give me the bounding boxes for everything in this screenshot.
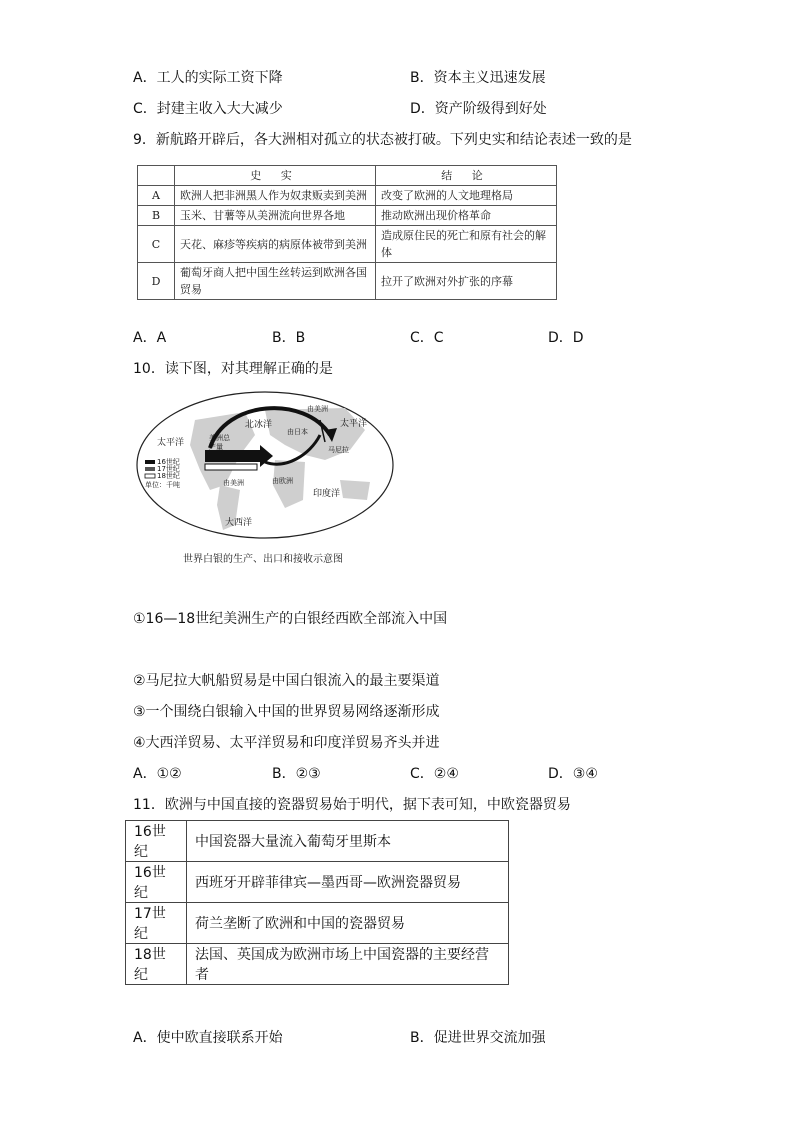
map-label-from-america-top: 由美洲 <box>307 405 328 413</box>
q11-stem: 11．欧洲与中国直接的瓷器贸易始于明代，据下表可知，中欧瓷器贸易 <box>133 797 571 813</box>
q8-option-c: C．封建主收入大大减少 <box>133 101 283 117</box>
table-row <box>138 186 557 206</box>
table-row <box>138 226 557 263</box>
row-label: A <box>138 186 175 206</box>
q10-statement-4: ④大西洋贸易、太平洋贸易和印度洋贸易齐头并进 <box>133 735 440 751</box>
header-conclusion: 结 论 <box>376 166 557 186</box>
row-conclusion: 改变了欧洲的人文地理格局 <box>376 186 557 206</box>
row-event: 法国、英国成为欧洲市场上中国瓷器的主要经营者 <box>187 944 509 985</box>
map-label-pacific-right: 太平洋 <box>340 419 368 429</box>
q11-option-a: A．使中欧直接联系开始 <box>133 1030 283 1046</box>
table-row <box>126 821 509 862</box>
map-label-indian: 印度洋 <box>313 489 341 499</box>
legend-17th: 17世纪 <box>157 465 180 473</box>
silver-map <box>135 390 395 570</box>
row-event: 西班牙开辟菲律宾—墨西哥—欧洲瓷器贸易 <box>187 862 509 903</box>
map-caption: 世界白银的生产、出口和接收示意图 <box>183 554 343 565</box>
q8-option-d: D．资产阶级得到好处 <box>410 101 547 117</box>
q10-option-d: D．③④ <box>548 766 598 782</box>
map-label-from-japan: 由日本 <box>287 428 308 436</box>
header-fact: 史 实 <box>175 166 376 186</box>
row-fact: 天花、麻疹等疾病的病原体被带到美洲 <box>175 226 376 263</box>
q9-stem: 9．新航路开辟后，各大洲相对孤立的状态被打破。下列史实和结论表述一致的是 <box>133 132 632 148</box>
map-label-atlantic: 大西洋 <box>225 518 253 528</box>
row-label: B <box>138 206 175 226</box>
row-label: C <box>138 226 175 263</box>
row-century: 17世纪 <box>126 903 187 944</box>
map-label-from-america-bottom: 由美洲 <box>223 479 244 487</box>
map-label-manila: 马尼拉 <box>328 446 349 454</box>
q10-stem: 10．读下图，对其理解正确的是 <box>133 361 333 377</box>
row-conclusion: 拉开了欧洲对外扩张的序幕 <box>376 263 557 300</box>
row-century: 16世纪 <box>126 821 187 862</box>
row-century: 16世纪 <box>126 862 187 903</box>
row-century: 18世纪 <box>126 944 187 985</box>
q9-option-c: C．C <box>410 330 444 346</box>
table-row <box>126 903 509 944</box>
table-row <box>126 862 509 903</box>
q10-statement-3: ③一个围绕白银输入中国的世界贸易网络逐渐形成 <box>133 704 440 720</box>
table-row <box>138 263 557 300</box>
row-fact: 玉米、甘薯等从美洲流向世界各地 <box>175 206 376 226</box>
table-header-row <box>138 166 557 186</box>
legend-18th: 18世纪 <box>157 472 180 480</box>
row-event: 荷兰垄断了欧洲和中国的瓷器贸易 <box>187 903 509 944</box>
row-event: 中国瓷器大量流入葡萄牙里斯本 <box>187 821 509 862</box>
q10-statement-1: ①16—18世纪美洲生产的白银经西欧全部流入中国 <box>133 611 448 627</box>
row-conclusion: 推动欧洲出现价格革命 <box>376 206 557 226</box>
row-fact: 欧洲人把非洲黑人作为奴隶贩卖到美洲 <box>175 186 376 206</box>
legend-16th: 16世纪 <box>157 458 180 466</box>
q9-option-d: D．D <box>548 330 584 346</box>
map-label-arctic: 北冰洋 <box>245 420 273 430</box>
map-label-america-total: 美洲总产量 <box>209 434 230 451</box>
map-label-from-europe: 由欧洲 <box>272 477 293 485</box>
q11-table <box>125 820 509 985</box>
row-label: D <box>138 263 175 300</box>
q10-statement-2: ②马尼拉大帆船贸易是中国白银流入的最主要渠道 <box>133 673 440 689</box>
q9-option-a: A．A <box>133 330 167 346</box>
map-label-pacific-left: 太平洋 <box>157 438 185 448</box>
q9-table <box>137 165 557 300</box>
legend-unit: 单位：千吨 <box>145 481 180 489</box>
table-row <box>126 944 509 985</box>
row-conclusion: 造成原住民的死亡和原有社会的解体 <box>376 226 557 263</box>
q9-option-b: B．B <box>272 330 306 346</box>
q11-option-b: B．促进世界交流加强 <box>410 1030 546 1046</box>
table-row <box>138 206 557 226</box>
q10-option-a: A．①② <box>133 766 182 782</box>
row-fact: 葡萄牙商人把中国生丝转运到欧洲各国贸易 <box>175 263 376 300</box>
q8-option-b: B．资本主义迅速发展 <box>410 70 546 86</box>
q8-option-a: A．工人的实际工资下降 <box>133 70 283 86</box>
q10-option-c: C．②④ <box>410 766 459 782</box>
q10-option-b: B．②③ <box>272 766 321 782</box>
